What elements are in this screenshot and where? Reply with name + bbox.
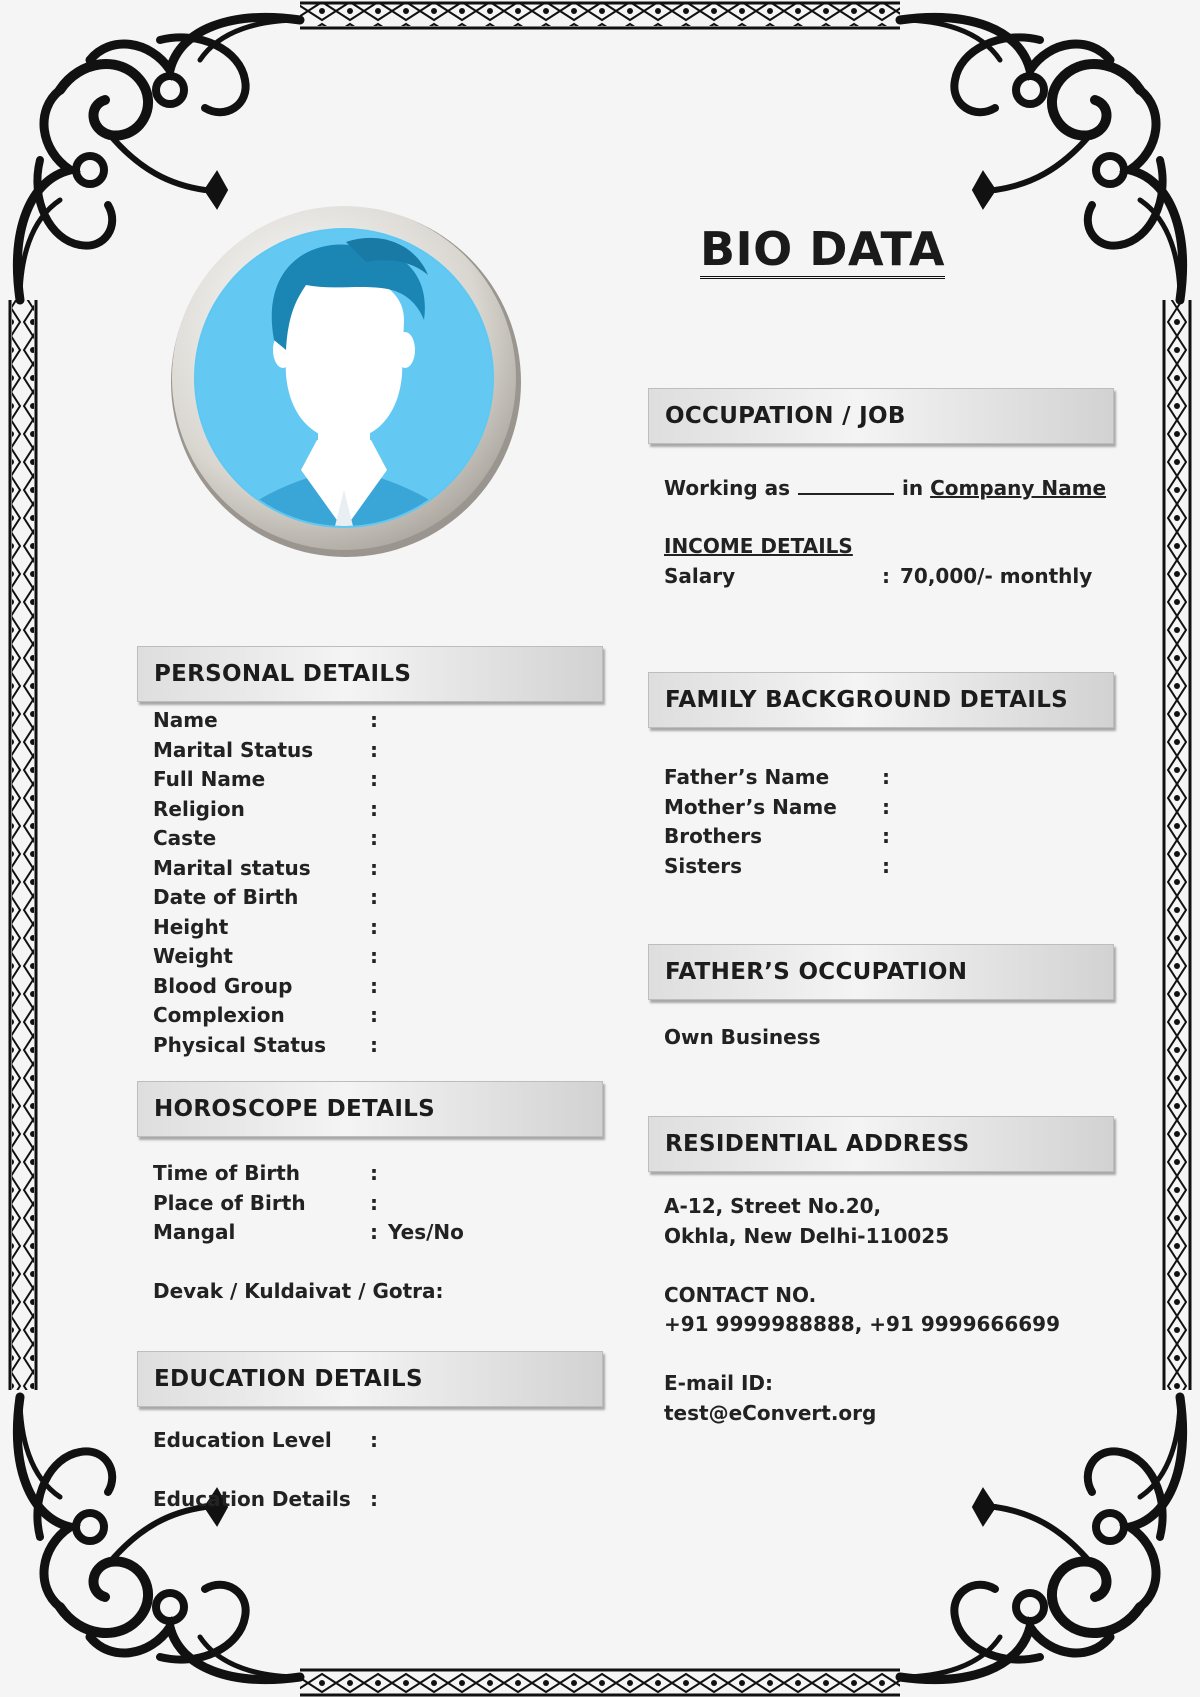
email-label: E-mail ID: [664,1371,774,1395]
father-occupation-header: FATHER’S OCCUPATION [648,944,1114,1000]
colon: : [370,1191,378,1215]
colon: : [370,944,378,968]
mangal-value: Yes/No [388,1220,464,1244]
in-label: in [902,476,924,500]
occupation-header: OCCUPATION / JOB [648,388,1114,444]
colon: : [370,915,378,939]
father-occupation-value: Own Business [664,1025,821,1049]
devak-kuldaivat-gotra: Devak / Kuldaivat / Gotra: [153,1279,444,1303]
colon: : [370,797,378,821]
personal-row-complexion: Complexion [153,1003,285,1027]
personal-details-header: PERSONAL DETAILS [137,646,603,702]
colon: : [882,795,890,819]
colon: : [370,1161,378,1185]
personal-row-marital-status-2: Marital status [153,856,311,880]
horoscope-details-header: HOROSCOPE DETAILS [137,1081,603,1137]
working-as-label: Working as [664,476,791,500]
personal-row-name: Name [153,708,218,732]
colon: : [882,765,890,789]
colon: : [370,767,378,791]
colon: : [882,824,890,848]
email-value: test@eConvert.org [664,1401,877,1425]
company-name: Company Name [930,476,1107,500]
colon: : [370,826,378,850]
colon: : [370,856,378,880]
family-row-mother-name: Mother’s Name [664,795,837,819]
colon: : [882,564,890,588]
colon: : [370,1033,378,1057]
personal-row-caste: Caste [153,826,217,850]
family-row-sisters: Sisters [664,854,743,878]
personal-row-full-name: Full Name [153,767,266,791]
profile-photo [166,200,526,560]
contact-value: +91 9999988888, +91 9999666699 [664,1312,1060,1336]
family-row-brothers: Brothers [664,824,762,848]
personal-row-marital-status: Marital Status [153,738,314,762]
colon: : [370,708,378,732]
education-row-details: Education Details [153,1487,351,1511]
address-line-2: Okhla, New Delhi-110025 [664,1224,950,1248]
working-as-blank [798,475,894,495]
personal-row-blood-group: Blood Group [153,974,293,998]
personal-row-physical-status: Physical Status [153,1033,327,1057]
contact-label: CONTACT NO. [664,1283,817,1307]
personal-row-dob: Date of Birth [153,885,299,909]
address-line-1: A-12, Street No.20, [664,1194,882,1218]
horoscope-row-place-of-birth: Place of Birth [153,1191,306,1215]
family-background-header: FAMILY BACKGROUND DETAILS [648,672,1114,728]
education-row-level: Education Level [153,1428,332,1452]
colon: : [370,1487,378,1511]
salary-value: 70,000/- monthly [900,564,1093,588]
personal-row-weight: Weight [153,944,233,968]
personal-row-religion: Religion [153,797,245,821]
income-details-header: INCOME DETAILS [664,534,853,558]
colon: : [370,738,378,762]
working-as-line [664,475,1106,500]
page-title: BIO DATA [700,222,1080,276]
family-row-father-name: Father’s Name [664,765,830,789]
colon: : [882,854,890,878]
residential-address-header: RESIDENTIAL ADDRESS [648,1116,1114,1172]
salary-label: Salary [664,564,736,588]
education-details-header: EDUCATION DETAILS [137,1351,603,1407]
colon: : [370,1428,378,1452]
horoscope-row-mangal: Mangal [153,1220,236,1244]
personal-row-height: Height [153,915,229,939]
colon: : [370,1220,378,1244]
colon: : [370,1003,378,1027]
colon: : [370,885,378,909]
horoscope-row-time-of-birth: Time of Birth [153,1161,301,1185]
colon: : [370,974,378,998]
